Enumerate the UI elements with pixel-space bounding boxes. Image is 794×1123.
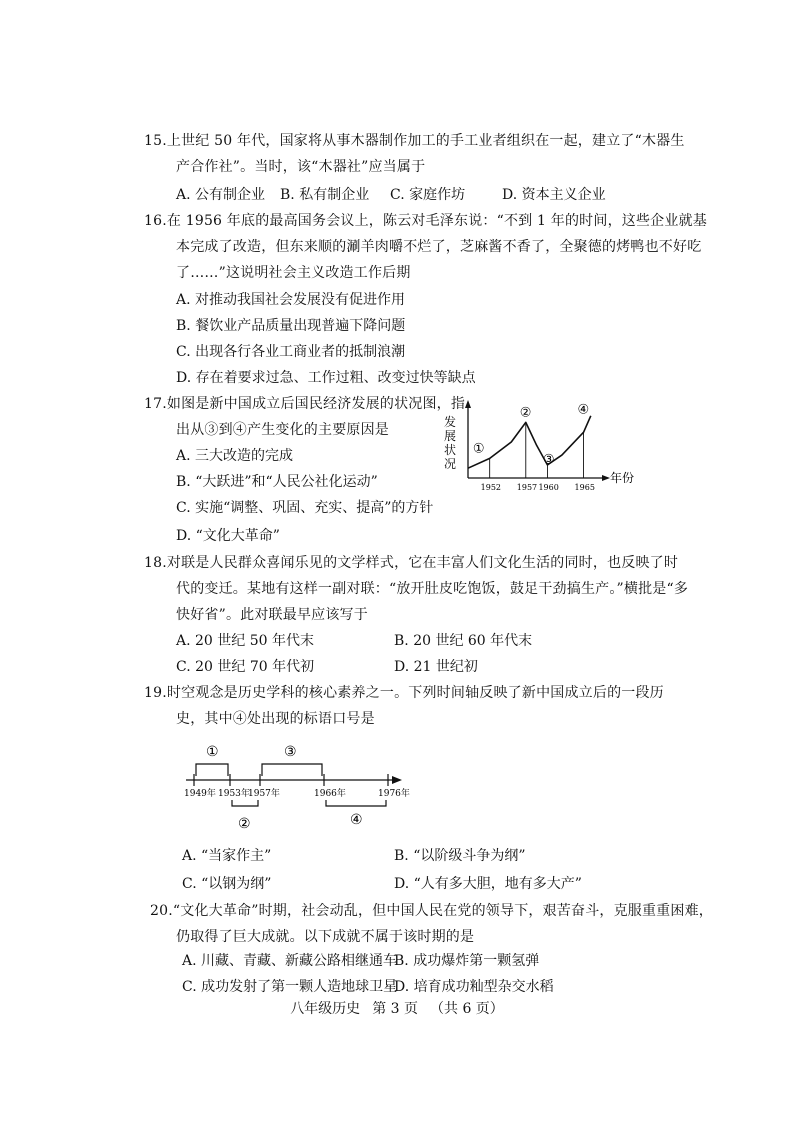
x-axis-arrow — [602, 475, 610, 481]
option-b[interactable]: B. “大跃进”和“人民公社化运动” — [176, 474, 378, 490]
question-number: 16. — [144, 213, 167, 229]
y-axis-label-char: 状 — [444, 443, 457, 457]
option-d[interactable]: D. “文化大革命” — [176, 528, 280, 544]
timeline-bracket — [196, 764, 228, 776]
timeline-diagram — [176, 738, 416, 833]
option-b[interactable]: B. 20 世纪 60 年代末 — [394, 633, 533, 649]
timeline-tick-label: 1953年 — [218, 789, 250, 799]
question-text: 在 1956 年底的最高国务会议上，陈云对毛泽东说：“不到 1 年的时间，这些企业就基 — [166, 213, 707, 229]
timeline-arrow — [392, 776, 402, 784]
timeline-label-4: ④ — [350, 812, 363, 828]
option-d[interactable]: D. 培育成功籼型杂交水稻 — [394, 979, 554, 995]
x-tick-label: 1952 — [480, 483, 502, 492]
option-c[interactable]: C. 出现各行各业工商业者的抵制浪潮 — [176, 344, 406, 360]
period-marker: ④ — [577, 402, 590, 418]
option-a[interactable]: A. 公有制企业 — [176, 187, 266, 203]
question-text: 史，其中④处出现的标语口号是 — [176, 711, 375, 727]
option-c[interactable]: C. 成功发射了第一颗人造地球卫星 — [182, 979, 398, 995]
option-d[interactable]: D. “人有多大胆，地有多大产” — [394, 876, 582, 892]
option-b[interactable]: B. “以阶级斗争为纲” — [394, 848, 526, 864]
question-text: 快好省”。此对联最早应该写于 — [176, 607, 368, 623]
footer-page: 第 3 页 — [372, 1001, 418, 1017]
question-text: 出从③到④产生变化的主要原因是 — [176, 422, 389, 438]
page-footer — [0, 998, 794, 1018]
option-d[interactable]: D. 资本主义企业 — [502, 187, 606, 203]
question-text: 如图是新中国成立后国民经济发展的状况图，指 — [166, 396, 466, 412]
x-axis-label: 年份 — [610, 471, 635, 485]
timeline-tick-label: 1976年 — [378, 789, 410, 799]
question-text: 时空观念是历史学科的核心素养之一。下列时间轴反映了新中国成立后的一段历 — [166, 685, 664, 701]
x-tick-label: 1957 — [516, 483, 538, 492]
footer-subject: 八年级历史 — [290, 1001, 361, 1017]
question-text: 本完成了改造，但东来顺的涮羊肉嚼不烂了，芝麻酱不香了，全聚德的烤鸭也不好吃 — [176, 239, 702, 255]
option-c[interactable]: C. 20 世纪 70 年代初 — [176, 659, 315, 675]
economic-development-chart — [440, 400, 635, 500]
timeline-tick-label: 1949年 — [184, 789, 216, 799]
footer-total: （共 6 页） — [430, 1001, 504, 1017]
option-c[interactable]: C. 家庭作坊 — [390, 187, 466, 203]
question-number: 20. — [150, 903, 173, 919]
option-c[interactable]: C. “以钢为纲” — [182, 876, 272, 892]
question-number: 18. — [144, 555, 167, 571]
y-axis-label-char: 展 — [444, 429, 457, 443]
option-a[interactable]: A. 对推动我国社会发展没有促进作用 — [176, 292, 406, 308]
option-a[interactable]: A. “当家作主” — [182, 848, 272, 864]
timeline-bracket — [326, 800, 386, 806]
question-number: 15. — [144, 133, 167, 149]
question-number: 17. — [144, 396, 167, 412]
option-b[interactable]: B. 成功爆炸第一颗氢弹 — [394, 953, 540, 969]
development-curve — [468, 416, 591, 468]
timeline-bracket — [232, 800, 258, 806]
option-b[interactable]: B. 餐饮业产品质量出现普遍下降问题 — [176, 318, 406, 334]
y-axis-label-char: 况 — [444, 457, 457, 471]
x-tick-label: 1965 — [574, 483, 595, 492]
option-d[interactable]: D. 21 世纪初 — [394, 659, 478, 675]
y-axis-label-char: 发 — [444, 415, 457, 429]
period-marker: ③ — [542, 452, 555, 468]
option-a[interactable]: A. 20 世纪 50 年代末 — [176, 633, 314, 649]
timeline-label-2: ② — [238, 816, 251, 832]
option-b[interactable]: B. 私有制企业 — [280, 187, 370, 203]
question-text: 对联是人民群众喜闻乐见的文学样式，它在丰富人们文化生活的同时，也反映了时 — [166, 555, 679, 571]
question-text: 仍取得了巨大成就。以下成就不属于该时期的是 — [176, 929, 475, 945]
x-tick-label: 1960 — [538, 483, 559, 492]
question-text: 代的变迁。某地有这样一副对联：“放开肚皮吃饱饭，鼓足干劲搞生产。”横批是“多 — [176, 581, 689, 597]
option-c[interactable]: C. 实施“调整、巩固、充实、提高”的方针 — [176, 500, 434, 516]
period-marker: ② — [519, 405, 532, 421]
question-number: 19. — [144, 685, 167, 701]
option-a[interactable]: A. 三大改造的完成 — [176, 448, 294, 464]
question-text: 了……”这说明社会主义改造工作后期 — [176, 265, 411, 281]
question-text: 产合作社”。当时，该“木器社”应当属于 — [176, 159, 426, 175]
option-a[interactable]: A. 川藏、青藏、新藏公路相继通车 — [182, 953, 398, 969]
timeline-tick-label: 1957年 — [248, 789, 280, 799]
timeline-bracket — [262, 764, 322, 776]
timeline-label-1: ① — [206, 744, 219, 760]
timeline-tick-label: 1966年 — [314, 789, 346, 799]
period-marker: ① — [472, 441, 485, 457]
question-text: “文化大革命”时期，社会动乱，但中国人民在党的领导下，艰苦奋斗，克服重重困难， — [172, 903, 713, 919]
option-d[interactable]: D. 存在着要求过急、工作过粗、改变过快等缺点 — [176, 370, 476, 386]
question-text: 上世纪 50 年代，国家将从事木器制作加工的手工业者组织在一起，建立了“木器生 — [166, 133, 685, 149]
y-axis-arrow — [465, 400, 471, 408]
chart-marks — [468, 402, 591, 478]
timeline-label-3: ③ — [284, 744, 297, 760]
